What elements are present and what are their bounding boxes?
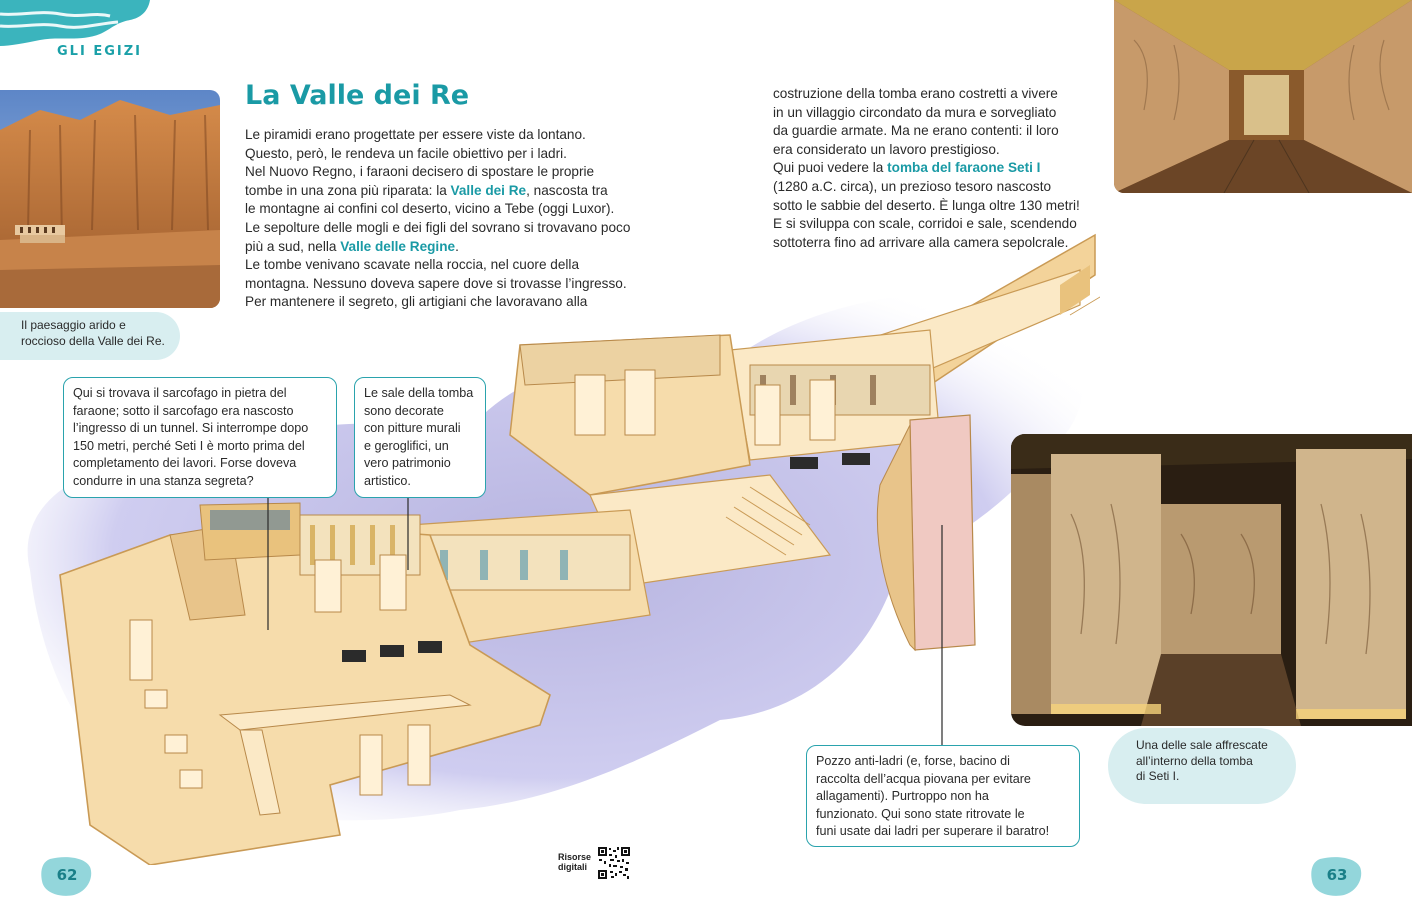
text-segment: era considerato un lavoro prestigioso. <box>773 141 1000 157</box>
digital-resources-label <box>558 852 591 872</box>
digital-resources-label-line: digitali <box>558 862 587 872</box>
valley-photo <box>0 90 220 308</box>
valley-photo-caption <box>21 318 165 349</box>
text-line: all’interno della tomba <box>1136 753 1253 768</box>
page-number-right: 63 <box>1326 866 1348 884</box>
text-segment: costruzione della tomba erano costretti a vivere <box>773 86 1058 101</box>
text-segment: sottoterra fino ad arrivare alla camera sepolcrale. <box>773 234 1069 250</box>
page-title: La Valle dei Re <box>245 80 470 111</box>
text-line: condurre in una stanza segreta? <box>73 473 254 488</box>
text-line: di Seti I. <box>1136 769 1180 783</box>
text-line: funi usate dai ladri per superare il baratro! <box>816 824 1050 839</box>
text-segment: . <box>455 238 459 254</box>
body-text-line <box>773 159 1103 178</box>
text-segment: Per mantenere il segreto, gli artigiani che lavoravano alla <box>245 294 588 310</box>
text-segment: (1280 a.C. circa), un prezioso tesoro nascosto <box>773 178 1052 194</box>
text-segment: , nascosta tra <box>526 182 608 198</box>
text-line: e geroglifici, un <box>364 438 449 453</box>
text-line: sono decorate <box>364 403 444 418</box>
text-segment: tombe in una zona più riparata: la <box>245 182 451 198</box>
text-segment: più a sud, nella <box>245 238 341 254</box>
text-segment: le montagne ai confini col deserto, vicino a Tebe (oggi Luxor). <box>245 201 615 217</box>
text-segment: Le piramidi erano progettate per essere viste da lontano. <box>245 127 586 142</box>
callout-well <box>806 745 1080 847</box>
text-line: 150 metri, perché Seti I è morto prima del <box>73 438 305 453</box>
highlighted-term: Valle delle Regine <box>340 238 456 254</box>
text-line: faraone; sotto il sarcofago era nascosto <box>73 403 294 418</box>
body-text-line <box>773 104 1103 123</box>
body-text-line <box>245 182 655 201</box>
section-label: GLI EGIZI <box>57 44 142 59</box>
body-text-line <box>773 141 1103 160</box>
text-line: Il paesaggio arido e <box>21 318 126 332</box>
text-line: l’ingresso di un tunnel. Si interrompe dopo <box>73 421 309 436</box>
digital-resources-label-line: Risorse <box>558 852 592 862</box>
body-text-line <box>773 122 1103 141</box>
text-line: Pozzo anti-ladri (e, forse, bacino di <box>816 754 1010 768</box>
text-segment: Le tombe venivano scavate nella roccia, nel cuore della <box>245 257 580 273</box>
text-segment: Qui puoi vedere la <box>773 160 888 176</box>
text-segment: Le sepolture delle mogli e dei figli del sovrano si trovavano poco <box>245 219 631 235</box>
text-segment: sotto le sabbie del deserto. È lunga oltre 130 metri! <box>773 197 1080 213</box>
text-segment: Questo, però, le rendeva un facile obiettivo per i ladri. <box>245 145 567 161</box>
callout-rooms <box>354 377 486 498</box>
highlighted-term: tomba del faraone Seti I <box>887 160 1041 176</box>
text-line: Qui si trovava il sarcofago in pietra del <box>73 386 287 400</box>
qr-code-icon[interactable] <box>597 846 631 880</box>
text-line: allagamenti). Purtroppo non ha <box>816 789 989 804</box>
body-text-line <box>245 200 655 219</box>
text-segment: in un villaggio circondato da mura e sorvegliato <box>773 104 1057 120</box>
text-line: artistico. <box>364 473 411 488</box>
header-tab-shape <box>0 0 150 48</box>
corridor-photo <box>1114 0 1412 193</box>
hall-photo <box>1011 434 1412 726</box>
text-line: con pitture murali <box>364 421 461 436</box>
text-line: vero patrimonio <box>364 456 451 471</box>
text-segment: da guardie armate. Ma ne erano contenti: il loro <box>773 123 1059 139</box>
body-text-line <box>773 85 1103 104</box>
hall-photo-caption <box>1136 738 1268 785</box>
text-segment: montagna. Nessuno doveva sapere dove si trovasse l’ingresso. <box>245 275 627 291</box>
highlighted-term: Valle dei Re <box>450 182 527 198</box>
body-text-line <box>245 145 655 164</box>
page-number-left: 62 <box>56 866 78 884</box>
text-line: roccioso della Valle dei Re. <box>21 333 165 348</box>
text-line: raccolta dell’acqua piovana per evitare <box>816 771 1031 786</box>
text-segment: Nel Nuovo Regno, i faraoni decisero di spostare le proprie <box>245 164 595 180</box>
body-text-line <box>773 197 1103 216</box>
body-text-line <box>245 126 655 145</box>
body-text-line <box>245 163 655 182</box>
text-line: Le sale della tomba <box>364 386 474 400</box>
text-line: funzionato. Qui sono state ritrovate le <box>816 806 1025 821</box>
text-line: completamento dei lavori. Forse doveva <box>73 456 297 471</box>
text-segment: E si sviluppa con scale, corridoi e sale, scendendo <box>773 216 1077 232</box>
callout-sarcophagus <box>63 377 337 498</box>
body-text-line <box>773 178 1103 197</box>
text-line: Una delle sale affrescate <box>1136 738 1268 752</box>
